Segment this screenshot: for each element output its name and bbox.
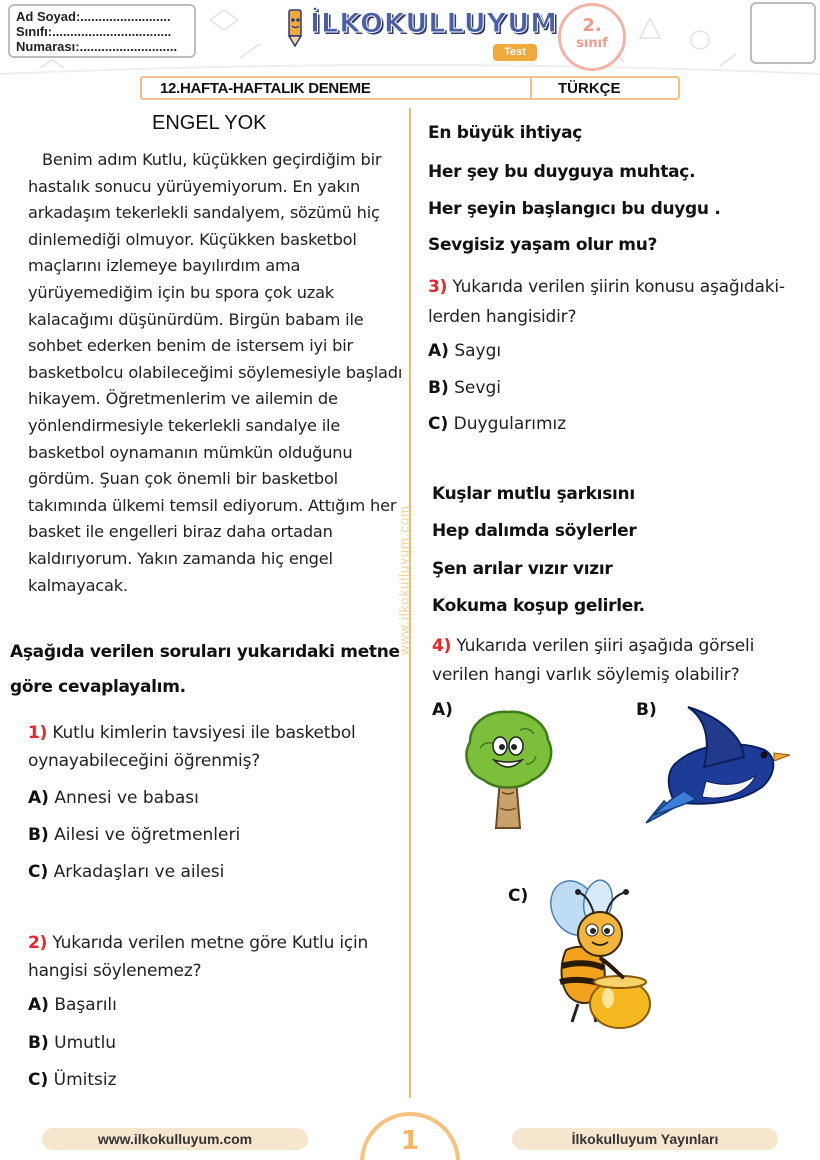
- test-badge: Test: [493, 44, 537, 61]
- q4-option-b-label[interactable]: B): [636, 700, 657, 720]
- question-2: [28, 929, 398, 985]
- info-divider: [530, 76, 532, 100]
- pencil-mascot-icon: [280, 6, 310, 50]
- student-info-box: [8, 4, 196, 58]
- question-1: [28, 719, 398, 775]
- q4-option-a-label[interactable]: A): [432, 700, 453, 720]
- week-title: 12.HAFTA-HAFTALIK DENEME: [160, 80, 371, 97]
- grade-word: sınıf: [576, 36, 608, 51]
- page-header: [0, 0, 820, 78]
- bee-icon[interactable]: [544, 878, 654, 1030]
- q1-option-c[interactable]: C) Arkadaşları ve ailesi: [28, 862, 225, 882]
- question-text: Kutlu kimlerin tavsiyesi ile basketbol oynayabileceğini öğrenmiş?: [28, 723, 356, 771]
- story-body: Benim adım Kutlu, küçükken geçirdiğim bir hastalık sonucu yürüyemiyorum. En yakın arkadaşım tekerlekli sandalyem, sözümü hiç dinlemediği olmuyor. Küçükken basketbol maçlarını izlemeye bayılırdım ama yürüyemediğim için bu spora çok uzak kalacağımı düşünürdüm. Birgün babam ile sohbet ederken benim de istersem iyi bir basketbolcu olabileceğimi söylemesiyle başladı hikayem. Öğretmenlerim ve ailemin de yönlendirmesiyle tekerlekli sandalye ile basketbol oynamanın mümkün olduğunu gördüm. Şuan çok önemli bir basketbol takımında ülkemi temsil ediyorum. Attığım her basket ile engelleri biraz daha ortadan kaldırıyorum. Yakın zamanda hiç engel kalmayacak.: [28, 150, 403, 595]
- instruction-text: Aşağıda verilen soruları yukarıdaki metne göre cevaplayalım.: [10, 642, 400, 697]
- footer-website[interactable]: www.ilkokulluyum.com: [42, 1128, 308, 1150]
- watermark: www.ilkokulluyum.com: [396, 504, 412, 656]
- q3-option-b[interactable]: B) Sevgi: [428, 378, 501, 398]
- question-text: Yukarıda verilen şiirin konusu aşağıdaki-lerden hangisidir?: [428, 277, 785, 327]
- page-number-badge: [360, 1112, 460, 1160]
- question-text: Yukarıda verilen şiiri aşağıda görseli verilen hangi varlık söylemiş olabilir?: [432, 636, 755, 685]
- grade-badge: [558, 3, 626, 71]
- q2-option-c[interactable]: C) Ümitsiz: [28, 1070, 117, 1090]
- question-4: [432, 632, 812, 690]
- class-field[interactable]: Sınıfı:.................................: [16, 24, 172, 39]
- story-title: ENGEL YOK: [152, 112, 267, 134]
- question-3: [428, 272, 813, 332]
- number-field[interactable]: Numarası:...........................: [16, 39, 178, 54]
- q1-option-a[interactable]: A) Annesi ve babası: [28, 788, 199, 808]
- poem1-line: Sevgisiz yaşam olur mu?: [428, 235, 658, 255]
- name-field[interactable]: Ad Soyad:.........................: [16, 9, 171, 24]
- subject-title: TÜRKÇE: [558, 80, 621, 97]
- tree-icon[interactable]: [460, 708, 556, 834]
- q3-option-c[interactable]: C) Duygularımız: [428, 414, 567, 434]
- poem2-line: Şen arılar vızır vızır: [432, 559, 613, 579]
- info-bar: [140, 76, 680, 100]
- q1-option-b[interactable]: B) Ailesi ve öğretmenleri: [28, 825, 241, 845]
- q4-option-c-label[interactable]: C): [508, 886, 529, 906]
- question-number: 2): [28, 933, 48, 953]
- question-number: 4): [432, 636, 452, 656]
- poem2-line: Kuşlar mutlu şarkısını: [432, 484, 635, 504]
- poem1-line: Her şey bu duyguya muhtaç.: [428, 162, 696, 182]
- bird-icon[interactable]: [644, 705, 794, 827]
- grade-number: 2.: [582, 15, 602, 36]
- logo-text: İLKOKULLUYUM: [310, 8, 558, 39]
- question-text: Yukarıda verilen metne göre Kutlu için hangisi söylenemez?: [28, 933, 369, 981]
- q2-option-b[interactable]: B) Umutlu: [28, 1033, 117, 1053]
- q2-option-a[interactable]: A) Başarılı: [28, 995, 117, 1015]
- footer-publisher: İlkokulluyum Yayınları: [512, 1128, 778, 1150]
- score-box: [750, 2, 816, 64]
- poem1-line: Her şeyin başlangıcı bu duygu .: [428, 199, 721, 219]
- page-number: 1: [400, 1126, 420, 1156]
- question-number: 3): [428, 277, 448, 297]
- poem2-line: Kokuma koşup gelirler.: [432, 596, 645, 616]
- poem1-line: En büyük ihtiyaç: [428, 123, 583, 143]
- poem2-line: Hep dalımda söylerler: [432, 521, 637, 541]
- question-number: 1): [28, 723, 48, 743]
- q3-option-a[interactable]: A) Saygı: [428, 341, 502, 361]
